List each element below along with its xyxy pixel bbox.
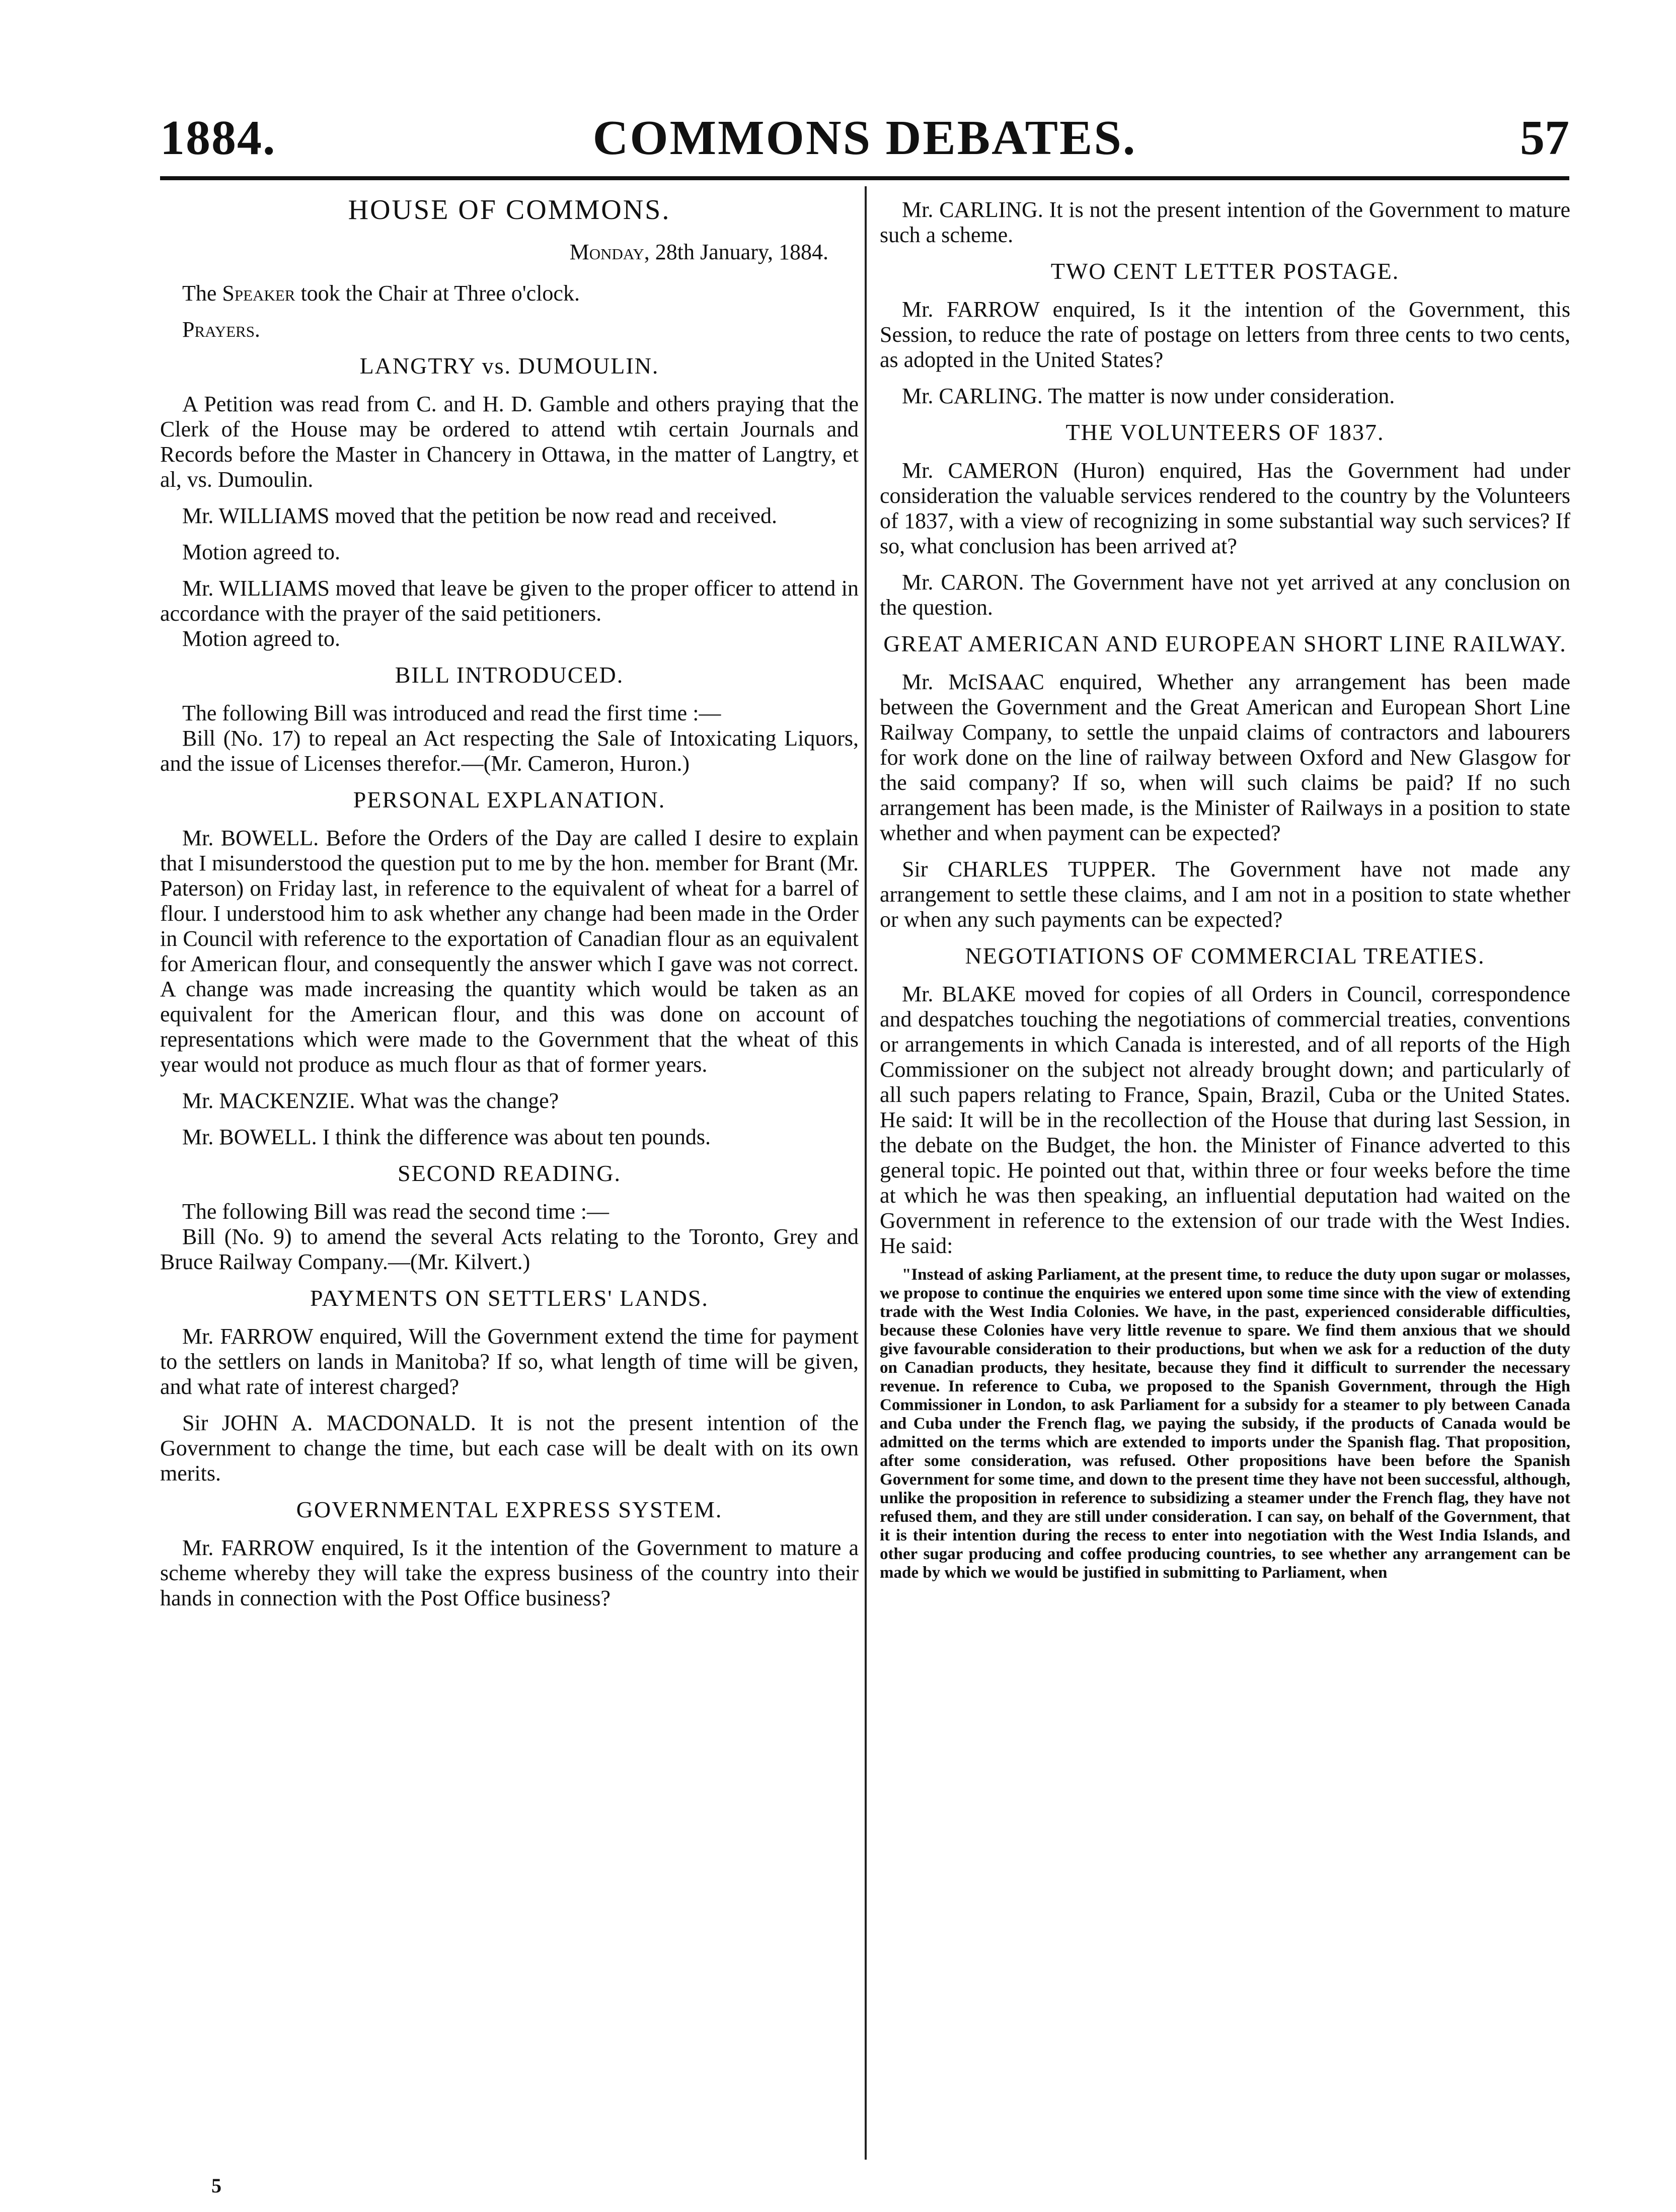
prayers-line: Prayers. [182,317,260,342]
speaker-line [160,281,859,306]
paragraph: The following Bill was read the second time :— [182,1199,610,1224]
paragraph: Mr. CARLING. The matter is now under consideration. [902,384,1395,408]
speaker-name: Speaker [222,281,295,306]
speaker-post: took the Chair at Three o'clock. [300,281,580,306]
paragraph: Mr. FARROW enquired, Is it the intention of the Government, this Session, to reduce the rate of postage on letters from three cents to two cents, as adopted in the United States? [880,297,1570,372]
date-rest: 28th January, 1884. [655,240,828,264]
paragraph: Mr. BOWELL. I think the difference was about ten pounds. [182,1125,711,1149]
paragraph: Sir CHARLES TUPPER. The Government have not made any arrangement to settle these claims, and I am not in a position to state whether or when any such payments can be expected? [880,857,1570,932]
section-heading-langtry: LANGTRY vs. DUMOULIN. [359,353,659,379]
header-page-number: 57 [1520,111,1569,165]
paragraph: A Petition was read from C. and H. D. Gamble and others praying that the Clerk of the House may be ordered to attend wtih certain Journals and Records before the Master in Chancery in Ottawa, in the matter of Langtry, et al, vs. Dumoulin. [160,392,859,492]
sitting-date [160,240,859,265]
paragraph: The following Bill was introduced and read the first time :— [182,701,721,725]
paragraph: Bill (No. 9) to amend the several Acts relating to the Toronto, Grey and Bruce Railway Company.—(Mr. Kilvert.) [160,1224,859,1274]
paragraph: Mr. WILLIAMS moved that leave be given to the proper officer to attend in accordance with the prayer of the said petitioners. [160,576,859,626]
speaker-pre: The [182,281,217,306]
header-year: 1884. [160,111,276,165]
paragraph: Mr. MACKENZIE. What was the change? [182,1088,559,1113]
left-column [160,194,859,1622]
section-heading-commercial-treaties: NEGOTIATIONS OF COMMERCIAL TREATIES. [965,943,1485,969]
right-column [880,197,1570,1582]
paragraph: Mr. CARON. The Government have not yet arrived at any conclusion on the question. [880,570,1570,620]
section-heading-two-cent-postage: TWO CENT LETTER POSTAGE. [1050,258,1400,284]
header-title: COMMONS DEBATES. [592,111,1137,165]
paragraph: Motion agreed to. [182,540,341,564]
header-rule [160,176,1569,180]
paragraph: Sir JOHN A. MACDONALD. It is not the present intention of the Government to change the time, but each case will be dealt with on its own merits. [160,1411,859,1486]
paragraph: Mr. BLAKE moved for copies of all Orders in Council, correspondence and despatches touching the negotiations of commercial treaties, conventions or arrangements in which Canada is interested, and of all reports of the High Commissioner on the subject not already brought down; and particularly of all such papers relating to France, Spain, Brazil, Cuba or the United States. He said: It will be in the recollection of the House that during last Session, in the debate on the Budget, the hon. the Minister of Finance adverted to this general topic. He pointed out that, within three or four weeks before the time at which he was then speaking, an influential deputation had waited on the Government in reference to the extension of our trade with the West Indies. He said: [880,982,1570,1258]
section-heading-personal-explanation: PERSONAL EXPLANATION. [353,787,666,813]
paragraph: Mr. FARROW enquired, Will the Government extend the time for payment to the settlers on lands in Manitoba? If so, what length of time will be given, and what rate of interest charged? [160,1324,859,1399]
section-heading-bill-introduced: BILL INTRODUCED. [395,662,624,688]
block-quote: "Instead of asking Parliament, at the present time, to reduce the duty upon sugar or molasses, we propose to continue the enquiries we entered upon some time since with the view of extending trade with the West India Colonies. We have, in the past, experienced considerable difficulties, because these Colonies have very little revenue to spare. We find them anxious that we should give favourable consideration to their productions, but when we ask for a reduction of the duty on Canadian products, they hesitate, because they find it difficult to surrender the necessary revenue. In reference to Cuba, we proposed to the Spanish Government, through the High Commissioner in London, to ask Parliament for a subsidy for a steamer to ply between Canada and Cuba under the French flag, we paying the subsidy, if the products of Canada would be admitted on the terms which are extended to imports under the Spanish flag. That proposition, after some consideration, was refused. Other propositions have been before the Spanish Government for some time, and down to the present time they have not been successful, although, unlike the proposition in reference to subsidizing a steamer under the French flag, they have not refused them, and they are still under consideration. I can say, on behalf of the Government, that it is their intention during the recess to enter into negotiation with the West India Islands, and other sugar producing and coffee producing countries, to see whether any arrangement can be made by which we would be justified in submitting to Parliament, when [880,1266,1570,1582]
paragraph: Bill (No. 17) to repeal an Act respecting the Sale of Intoxicating Liquors, and the issue of Licenses therefor.—(Mr. Cameron, Huron.) [160,726,859,776]
section-heading-short-line-railway: GREAT AMERICAN AND EUROPEAN SHORT LINE RAILWAY. [883,631,1567,656]
house-title: HOUSE OF COMMONS. [348,194,671,226]
section-heading-express-system: GOVERNMENTAL EXPRESS SYSTEM. [296,1497,723,1522]
paragraph: Mr. BOWELL. Before the Orders of the Day are called I desire to explain that I misunderstood the question put to me by the hon. member for Brant (Mr. Paterson) on Friday last, in reference to the equivalent of wheat for a barrel of flour. I understood him to ask whether any change had been made in the Order in Council with reference to the exportation of Canadian flour as an equivalent for American flour, and consequently the answer which I gave was not correct. A change was made increasing the quantity which would be taken as an equivalent for the American flour, and this was done on account of representations which were made to the Government that the wheat of this year would not produce as much flour as that of former years. [160,826,859,1077]
section-heading-settlers-lands: PAYMENTS ON SETTLERS' LANDS. [310,1285,709,1311]
page-header [160,110,1569,185]
paragraph: Mr. WILLIAMS moved that the petition be now read and received. [182,503,777,528]
paragraph: Mr. CARLING. It is not the present intention of the Government to mature such a scheme. [880,197,1570,247]
paragraph: Mr. FARROW enquired, Is it the intention of the Government to mature a scheme whereby they will take the express business of the country into their hands in connection with the Post Office business? [160,1535,859,1610]
paragraph: Mr. CAMERON (Huron) enquired, Has the Government had under consideration the valuable services rendered to the country by the Volunteers of 1837, with a view of recognizing in some substantial way such services? If so, what conclusion has been arrived at? [880,458,1570,558]
paragraph: Mr. McISAAC enquired, Whether any arrangement has been made between the Government and the Great American and European Short Line Railway Company, to settle the unpaid claims of contractors and labourers for work done on the line of railway between Oxford and New Glasgow for the said company? If so, when will such claims be paid? If no such arrangement has been made, is the Minister of Railways in a position to state whether and when payment can be expected? [880,670,1570,845]
section-heading-second-reading: SECOND READING. [398,1160,621,1186]
paragraph: Motion agreed to. [182,626,341,651]
column-divider [865,186,867,2160]
footer-mark: 5 [211,2174,221,2197]
section-heading-volunteers-1837: THE VOLUNTEERS OF 1837. [1065,419,1385,445]
date-day: Monday, [569,240,650,264]
